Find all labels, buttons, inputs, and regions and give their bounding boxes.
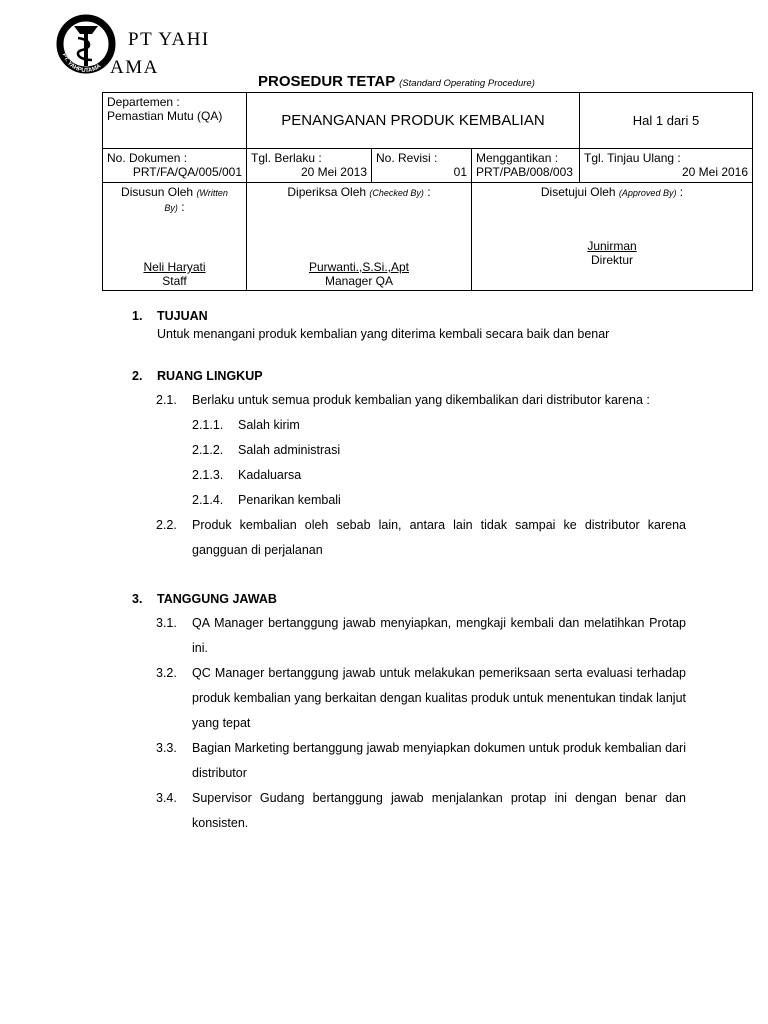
approved-by-name: Junirman: [587, 239, 637, 253]
section-number: 1.: [132, 309, 143, 323]
written-by-header: [107, 185, 242, 215]
item-text: QA Manager bertanggung jawab menyiapkan, mengkaji kembali dan melatihkan Protap ini.: [192, 616, 686, 655]
approved-by-colon: :: [679, 185, 684, 199]
doc-number-value: PRT/FA/QA/005/001: [132, 165, 242, 179]
section-title: TUJUAN: [157, 309, 208, 323]
checked-by-colon: :: [427, 185, 431, 199]
department-value: Pemastian Mutu (QA): [107, 109, 223, 123]
sop-subtitle: (Standard Operating Procedure): [399, 78, 535, 89]
section-number: 3.: [132, 592, 143, 606]
item-number: 2.1.2.: [192, 443, 224, 457]
document-title: PENANGANAN PRODUK KEMBALIAN: [247, 93, 580, 149]
written-by-name: Neli Haryati: [143, 260, 206, 274]
effective-date-cell: [247, 149, 372, 183]
approved-by-en: (Approved By): [618, 188, 677, 198]
list-item: [132, 611, 686, 661]
section-title: TANGGUNG JAWAB: [157, 592, 277, 606]
company-name-line1: PT YAHI: [128, 29, 210, 50]
logo-text: PT. YAHPUTAMA: [60, 52, 103, 75]
department-cell: [103, 93, 247, 149]
checked-by-role: Manager QA: [324, 274, 394, 288]
company-name: [110, 26, 210, 82]
item-number: 2.1.1.: [192, 418, 224, 432]
revision-label: No. Revisi :: [376, 151, 438, 165]
written-by-role: Staff: [162, 274, 187, 288]
review-date-label: Tgl. Tinjau Ulang :: [584, 151, 681, 165]
item-text: Kadaluarsa: [238, 468, 302, 482]
written-by-en2: By): [164, 203, 178, 213]
item-text: Salah kirim: [238, 418, 300, 432]
written-by-en: (Written: [196, 188, 228, 198]
sop-title-main: PROSEDUR TETAP: [258, 73, 395, 90]
doc-number-label: No. Dokumen :: [107, 151, 188, 165]
revision-cell: [372, 149, 472, 183]
list-item: [132, 513, 686, 563]
sub-list-item: [132, 463, 686, 488]
item-text: Produk kembalian oleh sebab lain, antara lain tidak sampai ke distributor karena gangguan di perjalanan: [192, 518, 686, 557]
written-by-cell: [103, 183, 247, 291]
approved-by-label: Disetujui Oleh: [540, 185, 616, 199]
list-item: [132, 661, 686, 736]
checked-by-label: Diperiksa Oleh: [287, 185, 367, 199]
checked-by-name: Purwanti.,S.Si.,Apt: [308, 260, 410, 274]
replaces-label: Menggantikan :: [476, 151, 559, 165]
item-text: Supervisor Gudang bertanggung jawab menjalankan protap ini dengan benar dan konsisten.: [192, 791, 686, 830]
document-body: [132, 306, 686, 836]
sub-list-item: [132, 413, 686, 438]
section-number: 2.: [132, 369, 143, 383]
approved-by-role: Direktur: [591, 253, 634, 267]
approved-by-cell: [472, 183, 753, 291]
item-text: Berlaku untuk semua produk kembalian yang dikembalikan dari distributor karena :: [192, 393, 650, 407]
section-heading-ruang-lingkup: [132, 366, 686, 386]
checked-by-cell: [247, 183, 472, 291]
document-header-table: [102, 92, 753, 291]
item-number: 2.1.: [156, 393, 177, 407]
item-number: 2.1.3.: [192, 468, 224, 482]
item-number: 2.1.4.: [192, 493, 224, 507]
section-text-tujuan: Untuk menangani produk kembalian yang diterima kembali secara baik dan benar: [157, 327, 610, 341]
sub-list-item: [132, 488, 686, 513]
item-number: 2.2.: [156, 518, 177, 532]
section-heading-tanggung-jawab: [132, 589, 686, 609]
page-number: Hal 1 dari 5: [580, 93, 753, 149]
item-text: Penarikan kembali: [238, 493, 341, 507]
department-label: Departemen :: [107, 95, 180, 109]
list-item: [132, 388, 686, 413]
revision-value: 01: [453, 165, 467, 179]
item-number: 3.4.: [156, 791, 177, 805]
list-item: [132, 786, 686, 836]
checked-by-en: (Checked By): [369, 188, 424, 198]
written-by-label: Disusun Oleh: [121, 185, 194, 199]
written-by-colon: :: [181, 200, 185, 214]
item-number: 3.3.: [156, 741, 177, 755]
review-date-value: 20 Mei 2016: [681, 165, 749, 179]
checked-by-header: [251, 185, 467, 200]
replaces-cell: [472, 149, 580, 183]
review-date-cell: [580, 149, 753, 183]
doc-number-cell: [103, 149, 247, 183]
sub-list-item: [132, 438, 686, 463]
item-text: Bagian Marketing bertanggung jawab menyiapkan dokumen untuk produk kembalian dari distributor: [192, 741, 686, 780]
item-text: QC Manager bertanggung jawab untuk melakukan pemeriksaan serta evaluasi terhadap produk kembalian yang berkaitan dengan kualitas produk untuk menentukan tindak lanjut yang tepat: [192, 666, 686, 730]
sop-title: [258, 73, 535, 90]
item-number: 3.1.: [156, 616, 177, 630]
section-title: RUANG LINGKUP: [157, 369, 263, 383]
replaces-value: PRT/PAB/008/003: [476, 165, 573, 179]
section-heading-tujuan: [132, 306, 686, 326]
list-item: [132, 736, 686, 786]
item-number: 3.2.: [156, 666, 177, 680]
item-text: Salah administrasi: [238, 443, 341, 457]
effective-date-value: 20 Mei 2013: [300, 165, 367, 179]
approved-by-header: [476, 185, 748, 200]
company-name-line2: AMA: [110, 57, 159, 78]
effective-date-label: Tgl. Berlaku :: [251, 151, 322, 165]
